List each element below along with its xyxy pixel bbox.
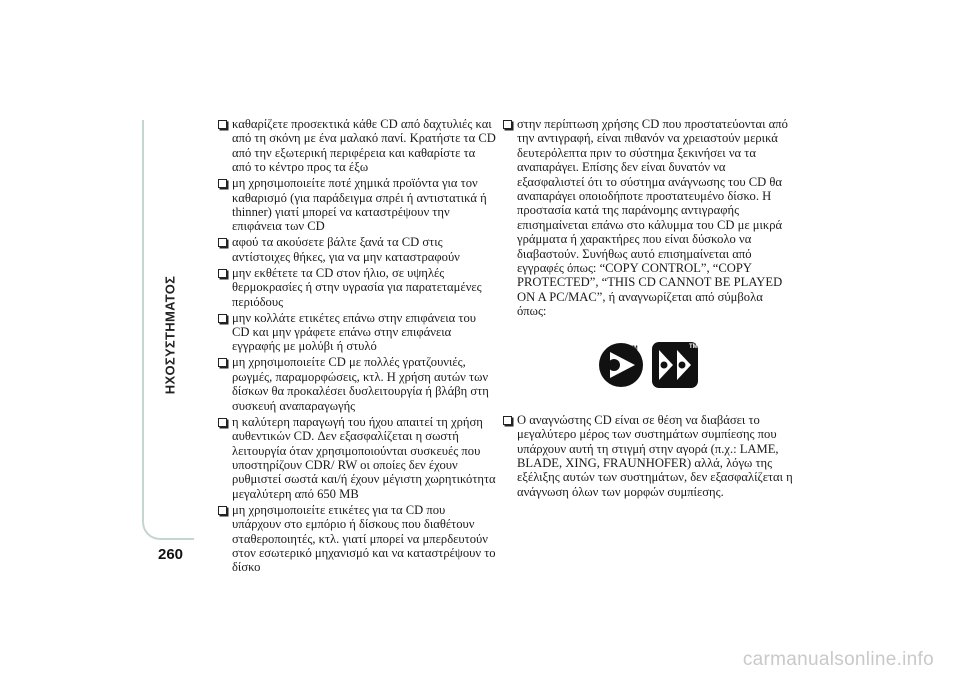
logo-tm-label: TM — [629, 345, 638, 352]
list-item-text: μην εκθέτετε τα CD στον ήλιο, σε υψηλές θερμοκρασίες ή στην υγρασία για παρατεταμένες περιόδους — [232, 265, 482, 309]
checkbox-bullet-icon — [503, 120, 512, 129]
list-item-text: η καλύτερη παραγωγή του ήχου απαιτεί τη χρήση αυθεντικών CD. Δεν εξασφαλίζεται η σωστή λειτουργία όταν χρησιμοποιούνται συσκευές που υποστηρίζουν CDR/ RW οι οποίες δεν έχουν ρυθμιστεί σωστά και/ή έχουν μέγιστη χωρητικότητα μεγαλύτερη από 650 MB — [232, 414, 496, 501]
section-label: ΗΧΟΣΥΣΤΗΜΑΤΟΣ — [162, 275, 178, 395]
list-item — [503, 413, 793, 499]
list-item-text: μη χρησιμοποιείτε CD με πολλές γρατζουνιές, ρωγμές, παραμορφώσεις, κτλ. Η χρήση αυτών των δίσκων θα προκαλέσει δυσλειτουργία ή βλάβη στη συσκευή αναπαραγωγής — [232, 355, 489, 413]
right-column — [503, 117, 793, 501]
page-number: 260 — [158, 546, 184, 563]
list-item — [218, 311, 496, 354]
list-item-text: μη χρησιμοποιείτε ετικέτες για τα CD που υπάρχουν στο εμπόριο ή δίσκους που διαθέτουν σταθεροποιητές, κτλ. γιατί μπορεί να μπερδευτούν στον εσωτερικό μηχανισμό και να καταστρέψουν το δίσκο — [232, 502, 496, 575]
watermark: carmanualsonline.info — [742, 649, 934, 670]
list-item-text: στην περίπτωση χρήσης CD που προστατεύονται από την αντιγραφή, είναι πιθανόν να χρειαστούν μερικά δευτερόλεπτα πριν το σύστημα ξεκινήσει να τα αναπαράγει. Επίσης δεν είναι δυνατόν να εξασφαλιστεί ότι το σύστημα ανάγνωσης του CD θα αναπαράγει οποιοδήποτε προστατευμένο δίσκο. Η προστασία κατά της παράνομης αντιγραφής επισημαίνεται επάνω στο κάλυμμα του CD με μικρά γράμματα ή χαρακτήρες που είναι δύσκολο να διαβαστούν. Συνήθως αυτό επισημαίνεται από εγγραφές όπως: “COPY CONTROL”, “COPY PROTECTED”, “THIS CD CANNOT BE PLAYED ON A PC/MAC”, ή αναγνωρίζεται από σύμβολα όπως: — [517, 117, 788, 319]
list-item-text: αφού τα ακούσετε βάλτε ξανά τα CD στις αντίστοιχες θήκες, για να μην καταστραφούν — [232, 235, 460, 264]
list-item-text: Ο αναγνώστης CD είναι σε θέση να διαβάσει το μεγαλύτερο μέρος των συστημάτων συμπίεσης που υπάρχουν αυτή τη στιγμή στην αγορά (π.χ.: LAME, BLADE, XING, FRAUNHOFER) αλλά, λόγω της εξέλιξης αυτών των συστημάτων, δεν εξασφαλίζεται η ανάγνωση όλων των μορφών συμπίεσης. — [517, 412, 793, 499]
copy-protected-disc-logo-icon — [597, 341, 645, 389]
checkbox-bullet-icon — [218, 358, 227, 367]
checkbox-bullet-icon — [503, 416, 512, 425]
list-item — [218, 176, 496, 234]
list-item — [218, 503, 496, 575]
checkbox-bullet-icon — [218, 314, 227, 323]
checkbox-bullet-icon — [218, 269, 227, 278]
checkbox-bullet-icon — [218, 120, 227, 129]
list-item — [218, 117, 496, 175]
checkbox-bullet-icon — [218, 179, 227, 188]
list-item-text: μη χρησιμοποιείτε ποτέ χημικά προϊόντα για τον καθαρισμό (για παράδειγμα σπρέι ή αντιστατικά ή thinner) γιατί μπορεί να καταστρέψουν την επιφάνεια των CD — [232, 176, 487, 234]
checkbox-bullet-icon — [218, 506, 227, 515]
copy-protection-logos — [503, 341, 793, 389]
list-item — [218, 355, 496, 413]
logo-tm-label: TM — [689, 343, 698, 350]
list-item — [218, 266, 496, 309]
left-column — [218, 117, 496, 576]
copy-control-logo-icon — [651, 341, 699, 389]
list-item — [218, 415, 496, 501]
checkbox-bullet-icon — [218, 238, 227, 247]
list-item — [503, 117, 793, 319]
list-item-text: καθαρίζετε προσεκτικά κάθε CD από δαχτυλιές και από τη σκόνη με ένα μαλακό πανί. Κρατήστε τα CD από την εξωτερική περιφέρεια και καθαρίστε τα από το κέντρο προς τα έξω — [232, 117, 496, 175]
list-item — [218, 235, 496, 264]
list-item-text: μην κολλάτε ετικέτες επάνω στην επιφάνεια του CD και μην γράφετε επάνω στην επιφάνεια εγγραφής με μολύβι ή στυλό — [232, 310, 476, 354]
checkbox-bullet-icon — [218, 418, 227, 427]
